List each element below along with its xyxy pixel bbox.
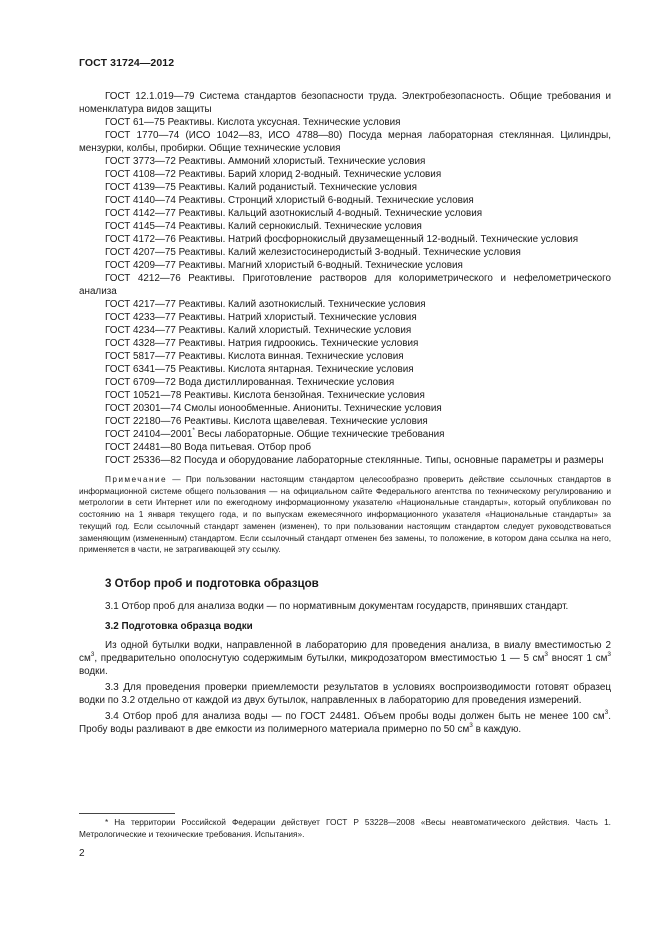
reference-item: ГОСТ 4139—75 Реактивы. Калий роданистый. Технические условия (105, 182, 417, 193)
paragraph-3-2: Из одной бутылки водки, направленной в лабораторию для проведения анализа, в виалу вместимостью 2 $см^3$, предварительно ополоснутую содержимым бутылки, микродозатором вместимостью 1 — 5 $см^3$ вносят 1 $см^3$ водки. (79, 639, 611, 677)
reference-item: ГОСТ 4234—77 Реактивы. Калий хлористый. Технические условия (105, 325, 412, 336)
page-header-title: ГОСТ 31724—2012 (79, 57, 175, 69)
reference-item: ГОСТ 4142—77 Реактивы. Кальций азотнокислый 4-водный. Технические условия (105, 208, 483, 219)
reference-item: ГОСТ 20301—74 Смолы ионообменные. Аниониты. Технические условия (105, 403, 442, 414)
document-body (79, 90, 611, 736)
section-3-heading: 3 Отбор проб и подготовка образцов (105, 576, 319, 590)
normative-references-list (79, 90, 611, 467)
paragraph-3-3: 3.3 Для проведения проверки приемлемости результатов в условиях воспроизводимости готовят образец водки по 3.2 отдельно от каждой из двух бутылок, направленных в лабораторию для проведения измерений. (79, 681, 611, 706)
reference-item: ГОСТ 4145—74 Реактивы. Калий сернокислый. Технические условия (105, 221, 422, 232)
references-note (79, 474, 611, 556)
reference-item: ГОСТ 4108—72 Реактивы. Барий хлорид 2-водный. Технические условия (105, 169, 442, 180)
reference-item: ГОСТ 6341—75 Реактивы. Кислота янтарная. Технические условия (105, 364, 414, 375)
footnote: * На территории Российской Федерации действует ГОСТ Р 53228—2008 «Весы неавтоматического действия. Часть 1. Метрологические и технические требования. Испытания». (79, 817, 611, 839)
reference-item: ГОСТ 10521—78 Реактивы. Кислота бензойная. Технические условия (105, 390, 425, 401)
reference-item: ГОСТ 4140—74 Реактивы. Стронций хлористый 6-водный. Технические условия (105, 195, 474, 206)
reference-item: ГОСТ 4217—77 Реактивы. Калий азотнокислый. Технические условия (105, 299, 426, 310)
paragraph-3-1: 3.1 Отбор проб для анализа водки — по нормативным документам государств, принявших стандарт. (105, 600, 569, 612)
reference-item: ГОСТ 4212—76 Реактивы. Приготовление растворов для колориметрического и нефелометрического анализа (79, 273, 611, 297)
reference-item: ГОСТ 1770—74 (ИСО 1042—83, ИСО 4788—80) Посуда мерная лабораторная стеклянная. Цилиндры, мензурки, колбы, пробирки. Общие технические условия (79, 130, 611, 154)
reference-item: ГОСТ 22180—76 Реактивы. Кислота щавелевая. Технические условия (105, 416, 428, 427)
reference-item: ГОСТ 3773—72 Реактивы. Аммоний хлористый. Технические условия (105, 156, 426, 167)
page-number: 2 (79, 848, 85, 859)
reference-item: ГОСТ 4233—77 Реактивы. Натрий хлористый. Технические условия (105, 312, 417, 323)
reference-item (79, 428, 611, 441)
reference-item: ГОСТ 5817—77 Реактивы. Кислота винная. Технические условия (105, 351, 404, 362)
reference-code: ГОСТ 24104—2001 (105, 429, 193, 440)
reference-item: ГОСТ 4172—76 Реактивы. Натрий фосфорнокислый двузамещенный 12-водный. Технические условия (105, 234, 579, 245)
reference-item: ГОСТ 4209—77 Реактивы. Магний хлористый 6-водный. Технические условия (105, 260, 463, 271)
reference-item: ГОСТ 6709—72 Вода дистиллированная. Технические условия (105, 377, 395, 388)
reference-item: ГОСТ 12.1.019—79 Система стандартов безопасности труда. Электробезопасность. Общие требования и номенклатура видов защиты (79, 91, 611, 115)
note-text: — При пользовании настоящим стандартом целесообразно проверить действие ссылочных стандартов в информационной системе общего пользования — на официальном сайте Федерального агентства по техническому регулированию и метрологии в сети Интернет или по ежегодному информационному указателю «Национальные стандарты», который опубликован по состоянию на 1 января текущего года, и по выпускам ежемесячного информационного указателя «Национальные стандарты» за текущий год. Если ссылочный стандарт заменен (изменен), то при пользовании настоящим стандартом следует руководствоваться заменяющим (измененным) стандартом. Если ссылочный стандарт отменен без замены, то положение, в котором дана ссылка на него, применяется в части, не затрагивающей эту ссылку. (79, 474, 611, 555)
footnote-divider (79, 813, 175, 814)
reference-item: ГОСТ 4328—77 Реактивы. Натрия гидроокись. Технические условия (105, 338, 419, 349)
reference-title: Весы лабораторные. Общие технические требования (194, 429, 445, 440)
reference-item: ГОСТ 24481—80 Вода питьевая. Отбор проб (105, 442, 312, 453)
reference-item: ГОСТ 4207—75 Реактивы. Калий железистосинеродистый 3-водный. Технические условия (105, 247, 521, 258)
note-label: Примечание (105, 474, 168, 484)
paragraph-3-4: 3.4 Отбор проб для анализа воды — по ГОСТ 24481. Объем пробы воды должен быть не менее 100 $см^3$. Пробу воды разливают в две емкости из полимерного материала примерно по 50 $см^3$ в каждую. (79, 708, 611, 735)
reference-item: ГОСТ 61—75 Реактивы. Кислота уксусная. Технические условия (105, 117, 401, 128)
reference-item: ГОСТ 25336—82 Посуда и оборудование лабораторные стеклянные. Типы, основные параметры и размеры (105, 455, 604, 466)
subsection-3-2-heading: 3.2 Подготовка образца водки (105, 620, 253, 632)
footnote-mark: * (192, 427, 195, 434)
